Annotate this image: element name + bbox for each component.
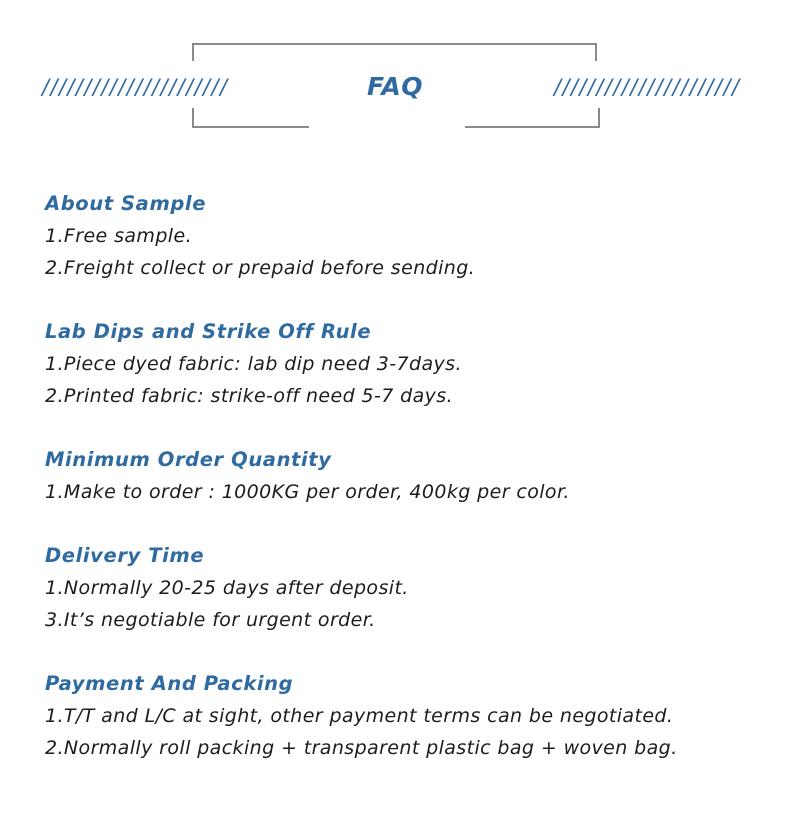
faq-section-lab-dips (45, 316, 765, 412)
faq-item: 2.Normally roll packing + transparent plastic bag + woven bag. (45, 737, 678, 759)
header-bracket-bottom-left (192, 108, 309, 128)
header-bracket-bottom-right (465, 108, 600, 128)
faq-item: 1.Make to order : 1000KG per order, 400kg per color. (45, 481, 570, 503)
faq-item: 2.Freight collect or prepaid before sending. (45, 257, 476, 279)
page-title: FAQ (367, 72, 423, 101)
faq-section-delivery-time (45, 540, 765, 636)
faq-section-about-sample (45, 188, 765, 284)
header-bracket-top (192, 43, 597, 61)
left-slash-decoration: ////////////////////// (42, 75, 229, 99)
faq-header (0, 0, 790, 140)
faq-item: 2.Printed fabric: strike-off need 5-7 days. (45, 385, 454, 407)
section-title: Minimum Order Quantity (45, 448, 332, 471)
right-slash-decoration: ////////////////////// (554, 75, 741, 99)
faq-content (45, 188, 765, 764)
section-title: Lab Dips and Strike Off Rule (45, 320, 372, 343)
faq-item: 1.Piece dyed fabric: lab dip need 3-7days. (45, 353, 462, 375)
section-title: About Sample (45, 192, 207, 215)
faq-section-payment-packing (45, 668, 765, 764)
section-title: Payment And Packing (45, 672, 294, 695)
faq-section-minimum-order (45, 444, 765, 508)
faq-item: 1.T/T and L/C at sight, other payment terms can be negotiated. (45, 705, 674, 727)
faq-item: 1.Free sample. (45, 225, 193, 247)
faq-item: 3.It’s negotiable for urgent order. (45, 609, 376, 631)
faq-item: 1.Normally 20-25 days after deposit. (45, 577, 409, 599)
section-title: Delivery Time (45, 544, 205, 567)
